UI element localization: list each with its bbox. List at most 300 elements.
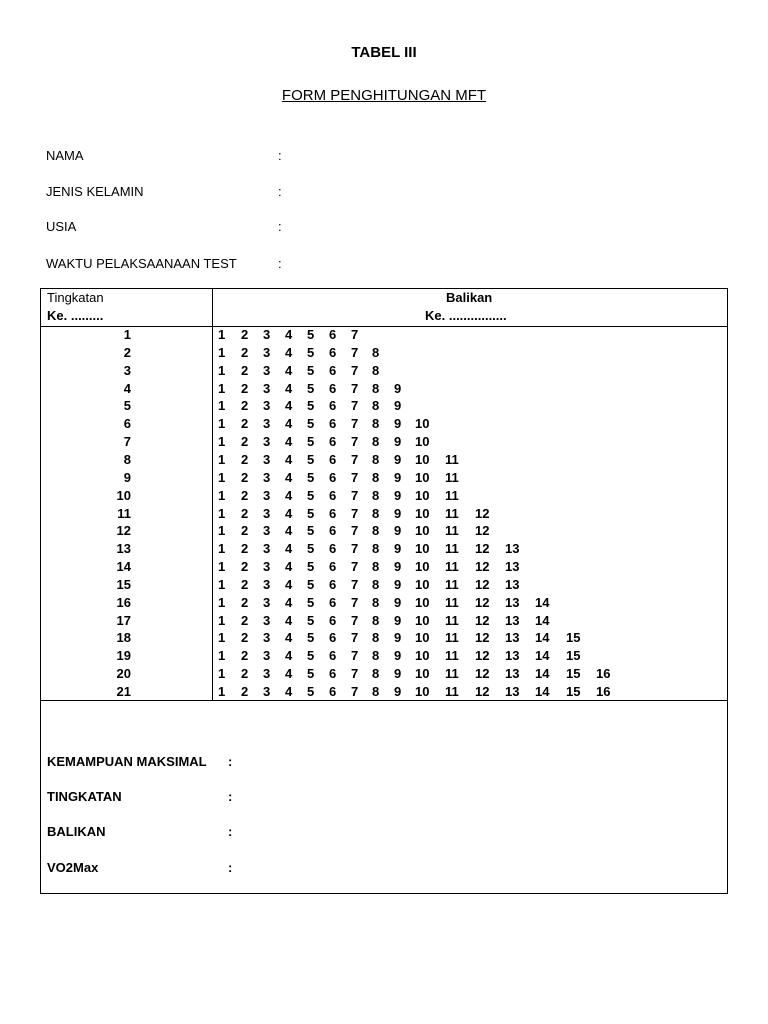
level-number: 17 xyxy=(116,612,131,628)
level-row xyxy=(41,345,729,363)
level-row xyxy=(41,666,729,684)
shuttle-number: 5 xyxy=(307,666,315,682)
shuttle-number: 4 xyxy=(285,344,293,360)
summary-label-tingkatan: TINGKATAN xyxy=(47,789,122,804)
shuttle-number: 1 xyxy=(218,559,226,575)
form-subtitle xyxy=(0,87,768,104)
shuttle-number: 1 xyxy=(218,648,226,664)
field-label-nama: NAMA xyxy=(46,148,84,163)
shuttle-number: 1 xyxy=(218,469,226,485)
shuttle-number: 4 xyxy=(285,398,293,414)
shuttle-number: 9 xyxy=(394,541,402,557)
shuttle-number: 8 xyxy=(372,451,380,467)
shuttle-number: 2 xyxy=(241,398,249,414)
shuttle-number: 1 xyxy=(218,380,226,396)
level-row xyxy=(41,327,729,345)
level-row xyxy=(41,595,729,613)
shuttle-number: 7 xyxy=(351,684,359,699)
shuttle-number: 6 xyxy=(329,362,337,378)
shuttle-number: 2 xyxy=(241,684,249,699)
shuttle-number: 13 xyxy=(505,666,520,682)
shuttle-number: 7 xyxy=(351,541,359,557)
level-row xyxy=(41,488,729,506)
shuttle-number: 4 xyxy=(285,666,293,682)
level-number: 18 xyxy=(116,630,131,646)
shuttle-number: 8 xyxy=(372,487,380,503)
shuttle-number: 2 xyxy=(241,594,249,610)
shuttle-number: 12 xyxy=(475,666,490,682)
shuttle-number: 7 xyxy=(351,648,359,664)
level-row xyxy=(41,434,729,452)
shuttle-number: 8 xyxy=(372,684,380,699)
shuttle-number: 6 xyxy=(329,684,337,699)
shuttle-number: 3 xyxy=(263,398,271,414)
shuttle-number: 14 xyxy=(535,594,550,610)
shuttle-number: 6 xyxy=(329,398,337,414)
level-number: 12 xyxy=(116,523,131,539)
shuttle-number: 1 xyxy=(218,327,226,342)
summary-label-kemampuan: KEMAMPUAN MAKSIMAL xyxy=(47,754,207,769)
shuttle-number: 12 xyxy=(475,559,490,575)
shuttle-number: 7 xyxy=(351,505,359,521)
shuttle-number: 7 xyxy=(351,327,359,342)
shuttle-number: 9 xyxy=(394,398,402,414)
shuttle-number: 7 xyxy=(351,630,359,646)
shuttle-number: 3 xyxy=(263,594,271,610)
level-number: 9 xyxy=(123,469,131,485)
shuttle-number: 4 xyxy=(285,451,293,467)
shuttle-number: 11 xyxy=(445,612,459,628)
shuttle-number: 2 xyxy=(241,505,249,521)
shuttle-number: 8 xyxy=(372,469,380,485)
level-number: 5 xyxy=(123,398,131,414)
field-label-jenis-kelamin: JENIS KELAMIN xyxy=(46,184,144,199)
shuttle-number: 12 xyxy=(475,630,490,646)
shuttle-number: 12 xyxy=(475,523,490,539)
shuttle-number: 9 xyxy=(394,594,402,610)
level-row xyxy=(41,613,729,631)
shuttle-number: 2 xyxy=(241,559,249,575)
shuttle-number: 10 xyxy=(415,416,430,432)
shuttle-number: 6 xyxy=(329,505,337,521)
shuttle-number: 9 xyxy=(394,469,402,485)
level-number: 2 xyxy=(123,344,131,360)
shuttle-number: 11 xyxy=(445,523,459,539)
shuttle-number: 10 xyxy=(415,451,430,467)
shuttle-number: 2 xyxy=(241,416,249,432)
shuttle-number: 2 xyxy=(241,630,249,646)
shuttle-number: 9 xyxy=(394,451,402,467)
shuttle-number: 4 xyxy=(285,684,293,699)
shuttle-number: 11 xyxy=(445,541,459,557)
field-colon-waktu: : xyxy=(278,256,282,271)
shuttle-number: 8 xyxy=(372,380,380,396)
shuttle-number: 11 xyxy=(445,451,459,467)
shuttle-number: 7 xyxy=(351,559,359,575)
shuttle-number: 4 xyxy=(285,612,293,628)
shuttle-number: 15 xyxy=(566,684,581,699)
shuttle-number: 4 xyxy=(285,541,293,557)
summary-label-vo2max: VO2Max xyxy=(47,860,99,875)
shuttle-number: 9 xyxy=(394,630,402,646)
shuttle-number: 4 xyxy=(285,380,293,396)
shuttle-number: 12 xyxy=(475,576,490,592)
shuttle-number: 1 xyxy=(218,576,226,592)
level-number: 4 xyxy=(123,380,131,396)
shuttle-number: 5 xyxy=(307,630,315,646)
shuttle-number: 13 xyxy=(505,594,520,610)
field-colon-nama: : xyxy=(278,148,282,163)
field-label-usia: USIA xyxy=(46,219,77,234)
shuttle-number: 10 xyxy=(415,559,430,575)
shuttle-number: 11 xyxy=(445,487,459,503)
shuttle-number: 5 xyxy=(307,576,315,592)
shuttle-number: 5 xyxy=(307,469,315,485)
page-title: TABEL III xyxy=(351,44,417,61)
shuttle-number: 7 xyxy=(351,523,359,539)
shuttle-number: 6 xyxy=(329,434,337,450)
shuttle-number: 9 xyxy=(394,648,402,664)
col-header-tingkatan-ke: Ke. ......... xyxy=(47,308,104,323)
shuttle-number: 6 xyxy=(329,541,337,557)
shuttle-number: 9 xyxy=(394,559,402,575)
shuttle-number: 3 xyxy=(263,416,271,432)
shuttle-number: 9 xyxy=(394,434,402,450)
shuttle-number: 2 xyxy=(241,451,249,467)
shuttle-number: 6 xyxy=(329,416,337,432)
shuttle-number: 4 xyxy=(285,594,293,610)
shuttle-number: 8 xyxy=(372,559,380,575)
shuttle-number: 9 xyxy=(394,416,402,432)
level-row xyxy=(41,523,729,541)
shuttle-number: 15 xyxy=(566,666,581,682)
level-number: 7 xyxy=(123,434,131,450)
shuttle-number: 13 xyxy=(505,648,520,664)
shuttle-number: 2 xyxy=(241,362,249,378)
summary-label-balikan: BALIKAN xyxy=(47,824,106,839)
shuttle-number: 8 xyxy=(372,344,380,360)
shuttle-number: 1 xyxy=(218,523,226,539)
shuttle-number: 7 xyxy=(351,434,359,450)
level-number: 15 xyxy=(116,576,131,592)
shuttle-number: 2 xyxy=(241,523,249,539)
shuttle-number: 1 xyxy=(218,505,226,521)
shuttle-number: 4 xyxy=(285,505,293,521)
shuttle-number: 3 xyxy=(263,469,271,485)
shuttle-number: 7 xyxy=(351,469,359,485)
shuttle-number: 4 xyxy=(285,487,293,503)
shuttle-number: 9 xyxy=(394,612,402,628)
shuttle-number: 13 xyxy=(505,541,520,557)
shuttle-number: 5 xyxy=(307,380,315,396)
shuttle-number: 2 xyxy=(241,327,249,342)
shuttle-number: 5 xyxy=(307,487,315,503)
shuttle-number: 10 xyxy=(415,648,430,664)
shuttle-number: 5 xyxy=(307,523,315,539)
summary-colon-tingkatan: : xyxy=(228,789,233,804)
shuttle-number: 14 xyxy=(535,648,550,664)
shuttle-number: 2 xyxy=(241,612,249,628)
shuttle-number: 1 xyxy=(218,612,226,628)
shuttle-number: 2 xyxy=(241,487,249,503)
level-number: 6 xyxy=(123,416,131,432)
shuttle-number: 6 xyxy=(329,487,337,503)
shuttle-number: 10 xyxy=(415,541,430,557)
shuttle-number: 11 xyxy=(445,684,459,699)
shuttle-number: 7 xyxy=(351,451,359,467)
shuttle-number: 3 xyxy=(263,505,271,521)
shuttle-number: 5 xyxy=(307,505,315,521)
shuttle-number: 6 xyxy=(329,559,337,575)
shuttle-number: 4 xyxy=(285,559,293,575)
shuttle-number: 8 xyxy=(372,362,380,378)
shuttle-number: 7 xyxy=(351,416,359,432)
shuttle-number: 8 xyxy=(372,648,380,664)
shuttle-number: 6 xyxy=(329,451,337,467)
shuttle-number: 10 xyxy=(415,630,430,646)
shuttle-number: 13 xyxy=(505,684,520,699)
shuttle-number: 4 xyxy=(285,469,293,485)
shuttle-number: 10 xyxy=(415,612,430,628)
shuttle-number: 10 xyxy=(415,576,430,592)
shuttle-number: 5 xyxy=(307,398,315,414)
level-number: 1 xyxy=(123,327,131,342)
shuttle-number: 6 xyxy=(329,576,337,592)
shuttle-number: 6 xyxy=(329,380,337,396)
shuttle-number: 12 xyxy=(475,594,490,610)
shuttle-number: 6 xyxy=(329,666,337,682)
shuttle-number: 5 xyxy=(307,416,315,432)
shuttle-number: 11 xyxy=(445,594,459,610)
shuttle-number: 8 xyxy=(372,505,380,521)
col-header-tingkatan: Tingkatan xyxy=(47,290,104,305)
shuttle-number: 5 xyxy=(307,362,315,378)
level-row xyxy=(41,381,729,399)
shuttle-number: 9 xyxy=(394,505,402,521)
shuttle-number: 3 xyxy=(263,559,271,575)
shuttle-number: 8 xyxy=(372,398,380,414)
shuttle-number: 5 xyxy=(307,327,315,342)
shuttle-number: 3 xyxy=(263,380,271,396)
level-row xyxy=(41,398,729,416)
col-header-balikan-ke: Ke. ................ xyxy=(425,308,507,323)
shuttle-number: 8 xyxy=(372,541,380,557)
shuttle-number: 16 xyxy=(596,666,611,682)
shuttle-number: 13 xyxy=(505,559,520,575)
shuttle-number: 10 xyxy=(415,523,430,539)
summary-colon-balikan: : xyxy=(228,824,233,839)
shuttle-number: 12 xyxy=(475,612,490,628)
shuttle-number: 3 xyxy=(263,541,271,557)
level-row xyxy=(41,648,729,666)
level-row xyxy=(41,684,729,702)
level-row xyxy=(41,577,729,595)
shuttle-number: 9 xyxy=(394,487,402,503)
shuttle-number: 11 xyxy=(445,559,459,575)
shuttle-number: 5 xyxy=(307,594,315,610)
level-row xyxy=(41,506,729,524)
shuttle-number: 5 xyxy=(307,559,315,575)
field-label-waktu: WAKTU PELAKSAANAAN TEST xyxy=(46,256,237,271)
level-row xyxy=(41,630,729,648)
level-number: 19 xyxy=(116,648,131,664)
shuttle-number: 1 xyxy=(218,344,226,360)
field-colon-usia: : xyxy=(278,219,282,234)
shuttle-number: 8 xyxy=(372,666,380,682)
shuttle-number: 14 xyxy=(535,666,550,682)
shuttle-number: 3 xyxy=(263,576,271,592)
level-row xyxy=(41,416,729,434)
shuttle-number: 10 xyxy=(415,487,430,503)
shuttle-number: 2 xyxy=(241,380,249,396)
level-row xyxy=(41,541,729,559)
shuttle-number: 8 xyxy=(372,416,380,432)
shuttle-number: 3 xyxy=(263,630,271,646)
level-number: 11 xyxy=(117,505,131,521)
shuttle-number: 6 xyxy=(329,523,337,539)
level-row xyxy=(41,452,729,470)
level-row xyxy=(41,470,729,488)
shuttle-number: 8 xyxy=(372,612,380,628)
shuttle-number: 1 xyxy=(218,630,226,646)
shuttle-number: 7 xyxy=(351,398,359,414)
shuttle-number: 10 xyxy=(415,469,430,485)
shuttle-number: 2 xyxy=(241,648,249,664)
shuttle-number: 4 xyxy=(285,434,293,450)
shuttle-number: 11 xyxy=(445,505,459,521)
shuttle-number: 1 xyxy=(218,362,226,378)
shuttle-number: 2 xyxy=(241,344,249,360)
shuttle-number: 1 xyxy=(218,451,226,467)
shuttle-number: 1 xyxy=(218,684,226,699)
shuttle-number: 5 xyxy=(307,434,315,450)
shuttle-number: 4 xyxy=(285,327,293,342)
shuttle-number: 3 xyxy=(263,684,271,699)
mft-table xyxy=(40,288,728,894)
shuttle-number: 5 xyxy=(307,541,315,557)
shuttle-number: 4 xyxy=(285,648,293,664)
shuttle-number: 11 xyxy=(445,630,459,646)
shuttle-number: 8 xyxy=(372,523,380,539)
shuttle-number: 1 xyxy=(218,594,226,610)
level-row xyxy=(41,559,729,577)
col-header-balikan: Balikan xyxy=(446,290,493,305)
shuttle-number: 5 xyxy=(307,648,315,664)
shuttle-number: 13 xyxy=(505,576,520,592)
shuttle-number: 5 xyxy=(307,684,315,699)
level-number: 3 xyxy=(123,362,131,378)
shuttle-number: 7 xyxy=(351,362,359,378)
shuttle-number: 10 xyxy=(415,594,430,610)
shuttle-number: 5 xyxy=(307,451,315,467)
level-number: 14 xyxy=(116,559,131,575)
summary-colon-kemampuan: : xyxy=(228,754,233,769)
shuttle-number: 3 xyxy=(263,434,271,450)
shuttle-number: 2 xyxy=(241,576,249,592)
shuttle-number: 3 xyxy=(263,344,271,360)
shuttle-number: 14 xyxy=(535,684,550,699)
shuttle-number: 7 xyxy=(351,380,359,396)
shuttle-number: 12 xyxy=(475,541,490,557)
shuttle-number: 11 xyxy=(445,576,459,592)
shuttle-number: 6 xyxy=(329,344,337,360)
shuttle-number: 6 xyxy=(329,612,337,628)
shuttle-number: 12 xyxy=(475,505,490,521)
shuttle-number: 7 xyxy=(351,344,359,360)
shuttle-number: 9 xyxy=(394,523,402,539)
shuttle-number: 9 xyxy=(394,666,402,682)
shuttle-number: 16 xyxy=(596,684,611,699)
shuttle-number: 8 xyxy=(372,576,380,592)
shuttle-number: 3 xyxy=(263,451,271,467)
shuttle-number: 3 xyxy=(263,362,271,378)
level-number: 20 xyxy=(116,666,131,682)
shuttle-number: 2 xyxy=(241,666,249,682)
shuttle-number: 10 xyxy=(415,434,430,450)
shuttle-number: 6 xyxy=(329,327,337,342)
shuttle-number: 3 xyxy=(263,327,271,342)
shuttle-number: 4 xyxy=(285,630,293,646)
shuttle-number: 1 xyxy=(218,666,226,682)
shuttle-number: 4 xyxy=(285,362,293,378)
shuttle-number: 9 xyxy=(394,380,402,396)
level-row xyxy=(41,363,729,381)
shuttle-number: 3 xyxy=(263,648,271,664)
shuttle-number: 2 xyxy=(241,541,249,557)
shuttle-number: 11 xyxy=(445,666,459,682)
shuttle-number: 10 xyxy=(415,666,430,682)
shuttle-number: 2 xyxy=(241,434,249,450)
shuttle-number: 1 xyxy=(218,416,226,432)
shuttle-number: 10 xyxy=(415,684,430,699)
level-number: 21 xyxy=(116,684,131,699)
shuttle-number: 14 xyxy=(535,630,550,646)
shuttle-number: 7 xyxy=(351,666,359,682)
shuttle-number: 12 xyxy=(475,648,490,664)
level-number: 13 xyxy=(116,541,131,557)
shuttle-number: 4 xyxy=(285,416,293,432)
level-number: 16 xyxy=(116,594,131,610)
shuttle-number: 5 xyxy=(307,612,315,628)
level-number: 10 xyxy=(116,487,131,503)
shuttle-number: 5 xyxy=(307,344,315,360)
shuttle-number: 6 xyxy=(329,630,337,646)
shuttle-number: 15 xyxy=(566,630,581,646)
shuttle-number: 10 xyxy=(415,505,430,521)
shuttle-number: 7 xyxy=(351,576,359,592)
shuttle-number: 3 xyxy=(263,523,271,539)
shuttle-number: 13 xyxy=(505,612,520,628)
shuttle-number: 15 xyxy=(566,648,581,664)
shuttle-number: 8 xyxy=(372,630,380,646)
form-subtitle-text: FORM PENGHITUNGAN MFT xyxy=(281,87,487,104)
shuttle-number: 2 xyxy=(241,469,249,485)
shuttle-number: 9 xyxy=(394,684,402,699)
shuttle-number: 6 xyxy=(329,648,337,664)
shuttle-number: 7 xyxy=(351,612,359,628)
shuttle-number: 8 xyxy=(372,434,380,450)
shuttle-number: 1 xyxy=(218,541,226,557)
shuttle-number: 4 xyxy=(285,576,293,592)
shuttle-number: 14 xyxy=(535,612,550,628)
shuttle-number: 1 xyxy=(218,487,226,503)
shuttle-number: 11 xyxy=(445,469,459,485)
shuttle-number: 7 xyxy=(351,594,359,610)
shuttle-number: 1 xyxy=(218,398,226,414)
shuttle-number: 7 xyxy=(351,487,359,503)
summary-colon-vo2max: : xyxy=(228,860,233,875)
shuttle-number: 6 xyxy=(329,469,337,485)
